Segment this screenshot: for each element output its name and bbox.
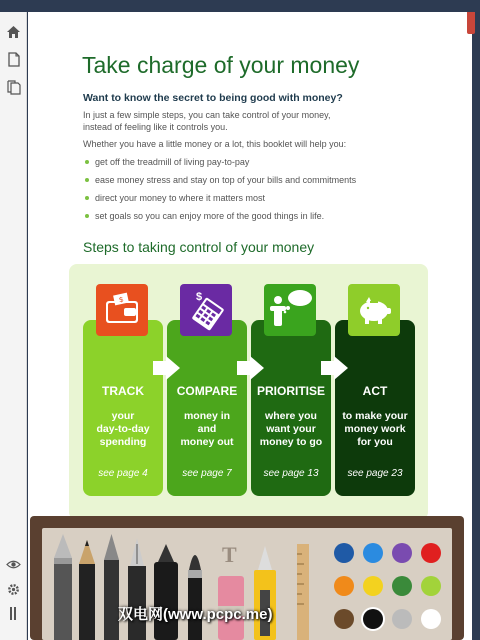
step-desc-line: and <box>197 423 217 435</box>
step-prioritise <box>251 320 331 496</box>
list-item <box>83 156 356 174</box>
list-item <box>83 210 356 228</box>
step-desc-line: money out <box>180 436 234 448</box>
step-act <box>335 320 415 496</box>
home-icon[interactable] <box>6 24 21 39</box>
intro-line-1: In just a few simple steps, you can take control of your money, <box>83 110 331 120</box>
color-swatch[interactable] <box>392 543 412 563</box>
columns-icon[interactable] <box>6 606 21 621</box>
bullet-icon <box>85 178 89 182</box>
piggy-bank-icon <box>348 284 400 336</box>
ruler-tool[interactable] <box>297 544 309 640</box>
list-item-text: get off the treadmill of living pay-to-pay <box>95 157 250 167</box>
step-desc-line: day-to-day <box>96 423 150 435</box>
list-item-text: set goals so you can enjoy more of the good things in life. <box>95 211 325 221</box>
bookmark-tab[interactable] <box>467 12 475 34</box>
step-heading: PRIORITISE <box>256 384 325 398</box>
color-swatch[interactable] <box>334 543 354 563</box>
svg-text:T: T <box>222 542 237 567</box>
step-page-reference[interactable]: see page 13 <box>263 468 319 479</box>
color-swatch[interactable] <box>392 609 412 629</box>
thinking-person-icon <box>264 284 316 336</box>
intro-line-2: instead of feeling like it controls you. <box>83 122 228 132</box>
step-heading: TRACK <box>102 384 144 398</box>
list-item <box>83 192 356 210</box>
watermark-text: 双电网(www.pcpc.me) <box>118 606 273 623</box>
step-page-reference[interactable]: see page 7 <box>182 468 232 479</box>
bullet-icon <box>85 214 89 218</box>
right-edge <box>472 12 480 640</box>
left-sidebar <box>0 12 27 640</box>
step-page-reference[interactable]: see page 23 <box>347 468 403 479</box>
svg-text:$: $ <box>196 291 203 303</box>
text-tool[interactable] <box>222 542 237 567</box>
fine-pencil-tool[interactable] <box>104 534 119 640</box>
cutter-tool[interactable] <box>254 546 276 640</box>
pencil-tool[interactable] <box>79 540 95 640</box>
color-swatch[interactable] <box>363 576 383 596</box>
step-heading: COMPARE <box>176 384 238 398</box>
page-title: Take charge of your money <box>82 52 360 78</box>
step-desc-line: money to go <box>259 436 323 448</box>
pen-tool[interactable] <box>54 534 72 640</box>
color-swatch[interactable] <box>392 576 412 596</box>
step-description <box>167 410 247 449</box>
color-swatch[interactable] <box>334 609 354 629</box>
steps-heading: Steps to taking control of your money <box>83 239 315 255</box>
step-desc-line: where you <box>265 410 317 422</box>
step-description <box>335 410 415 449</box>
calculator-icon <box>180 284 232 336</box>
step-track <box>83 320 163 496</box>
list-item <box>83 174 356 192</box>
step-desc-line: spending <box>99 436 147 448</box>
step-description <box>83 410 163 449</box>
color-swatch[interactable] <box>421 576 441 596</box>
step-heading: ACT <box>362 384 388 398</box>
step-desc-line: want your <box>266 423 316 435</box>
color-swatch[interactable] <box>334 576 354 596</box>
step-desc-line: for you <box>357 436 393 448</box>
color-swatch-selected[interactable] <box>363 609 383 629</box>
gear-icon[interactable] <box>6 582 21 597</box>
color-swatch[interactable] <box>363 543 383 563</box>
pages-icon[interactable] <box>6 80 21 95</box>
intro-line-3: Whether you have a little money or a lot, this booklet will help you: <box>83 139 347 149</box>
fountain-pen-tool[interactable] <box>128 538 146 640</box>
wallet-icon <box>96 284 148 336</box>
bullet-icon <box>85 196 89 200</box>
color-swatch[interactable] <box>421 609 441 629</box>
page-icon[interactable] <box>6 52 21 67</box>
svg-text:$: $ <box>118 296 124 305</box>
bullet-icon <box>85 160 89 164</box>
step-desc-line: to make your <box>342 410 408 422</box>
list-item-text: direct your money to where it matters most <box>95 193 266 203</box>
step-desc-line: money in <box>183 410 231 422</box>
benefit-list <box>83 156 356 228</box>
step-desc-line: money work <box>344 423 406 435</box>
brush-tool[interactable] <box>188 555 202 640</box>
step-description <box>251 410 331 449</box>
subheading: Want to know the secret to being good with money? <box>83 92 343 104</box>
step-desc-line: your <box>111 410 135 422</box>
step-compare <box>167 320 247 496</box>
color-swatch[interactable] <box>421 543 441 563</box>
eye-icon[interactable] <box>6 557 21 572</box>
marker-tool[interactable] <box>154 544 178 640</box>
list-item-text: ease money stress and stay on top of your bills and commitments <box>95 175 357 185</box>
step-page-reference[interactable]: see page 4 <box>98 468 148 479</box>
